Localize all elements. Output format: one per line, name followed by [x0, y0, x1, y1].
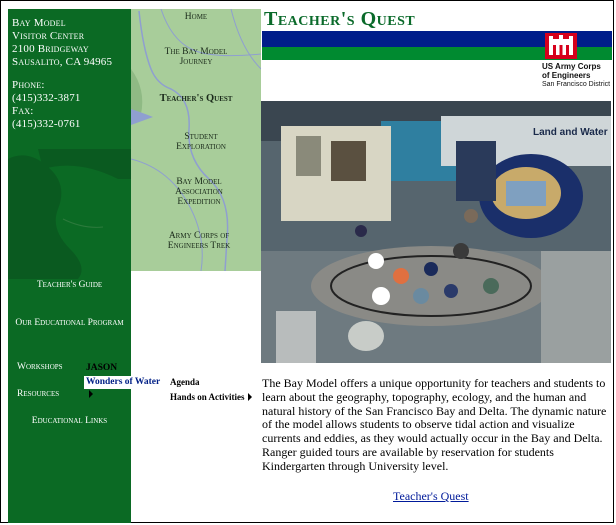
left-sidebar — [8, 9, 131, 523]
address-line: Sausalito, CA 94965 — [12, 56, 113, 68]
description-paragraph: The Bay Model offers a unique opportunity for teachers and students to learn about the geography, topography, ecology, and the human and natural history of the San Francisco Bay and Delta. The dynamic nature of the model allows students to observe tidal action and visualize currents and eddies, as they would actually occur in the Bay and Delta. Ranger guided tours are available by reservation for students Kindergarten through University level. — [262, 376, 607, 473]
nav-resources[interactable]: Resources — [17, 389, 60, 399]
bay-model-photo — [261, 101, 611, 363]
nav-workshops[interactable]: Workshops — [17, 362, 63, 372]
nav-teachers-guide[interactable]: Teacher's Guide — [36, 280, 103, 290]
usace-logo-text — [542, 62, 610, 89]
land-and-water-sign: Land and Water — [533, 127, 608, 138]
submenu-agenda[interactable]: Agenda — [170, 377, 200, 387]
submenu-wonders-of-water[interactable] — [84, 376, 166, 389]
address-line: Visitor Center — [12, 30, 85, 42]
nav-army-corps-trek[interactable]: Army Corps of Engineers Trek — [167, 231, 231, 251]
top-nav-panel — [131, 9, 261, 271]
fax-number: (415)332-0761 — [12, 118, 81, 130]
logo-line-2: of Engineers — [542, 71, 591, 80]
teachers-quest-link[interactable]: Teacher's Quest — [393, 489, 469, 503]
address-line: 2100 Bridgeway — [12, 43, 89, 55]
arrow-right-icon — [89, 390, 93, 398]
submenu-hands-label: Hands on Activities — [170, 392, 245, 402]
bay-map-dark — [8, 149, 131, 279]
logo-line-3: San Francisco District — [542, 81, 611, 88]
usace-castle-logo — [545, 33, 577, 59]
nav-home[interactable]: Home — [184, 12, 208, 22]
logo-line-1: US Army Corps — [542, 62, 601, 71]
address-line: Bay Model — [12, 17, 66, 29]
nav-educational-program[interactable]: Our Educational Program — [15, 318, 124, 328]
page-title: Teacher's Quest — [264, 8, 416, 30]
submenu-jason[interactable]: JASON — [86, 363, 118, 373]
address-block — [12, 17, 112, 131]
arrow-right-icon — [248, 393, 252, 401]
nav-student-exploration[interactable]: Student Exploration — [176, 132, 226, 152]
nav-bay-model-journey[interactable]: The Bay Model Journey — [164, 47, 228, 67]
fax-label: Fax: — [12, 105, 34, 117]
phone-label: Phone: — [12, 79, 45, 91]
submenu-hands-on-activities[interactable] — [170, 392, 252, 402]
nav-teachers-quest[interactable]: Teacher's Quest — [159, 93, 233, 104]
nav-educational-links[interactable]: Educational Links — [31, 416, 108, 426]
nav-bay-model-association[interactable]: Bay Model Association Expedition — [175, 177, 223, 207]
phone-number: (415)332-3871 — [12, 92, 81, 104]
submenu-wonders-label: Wonders of Water — [86, 377, 161, 387]
